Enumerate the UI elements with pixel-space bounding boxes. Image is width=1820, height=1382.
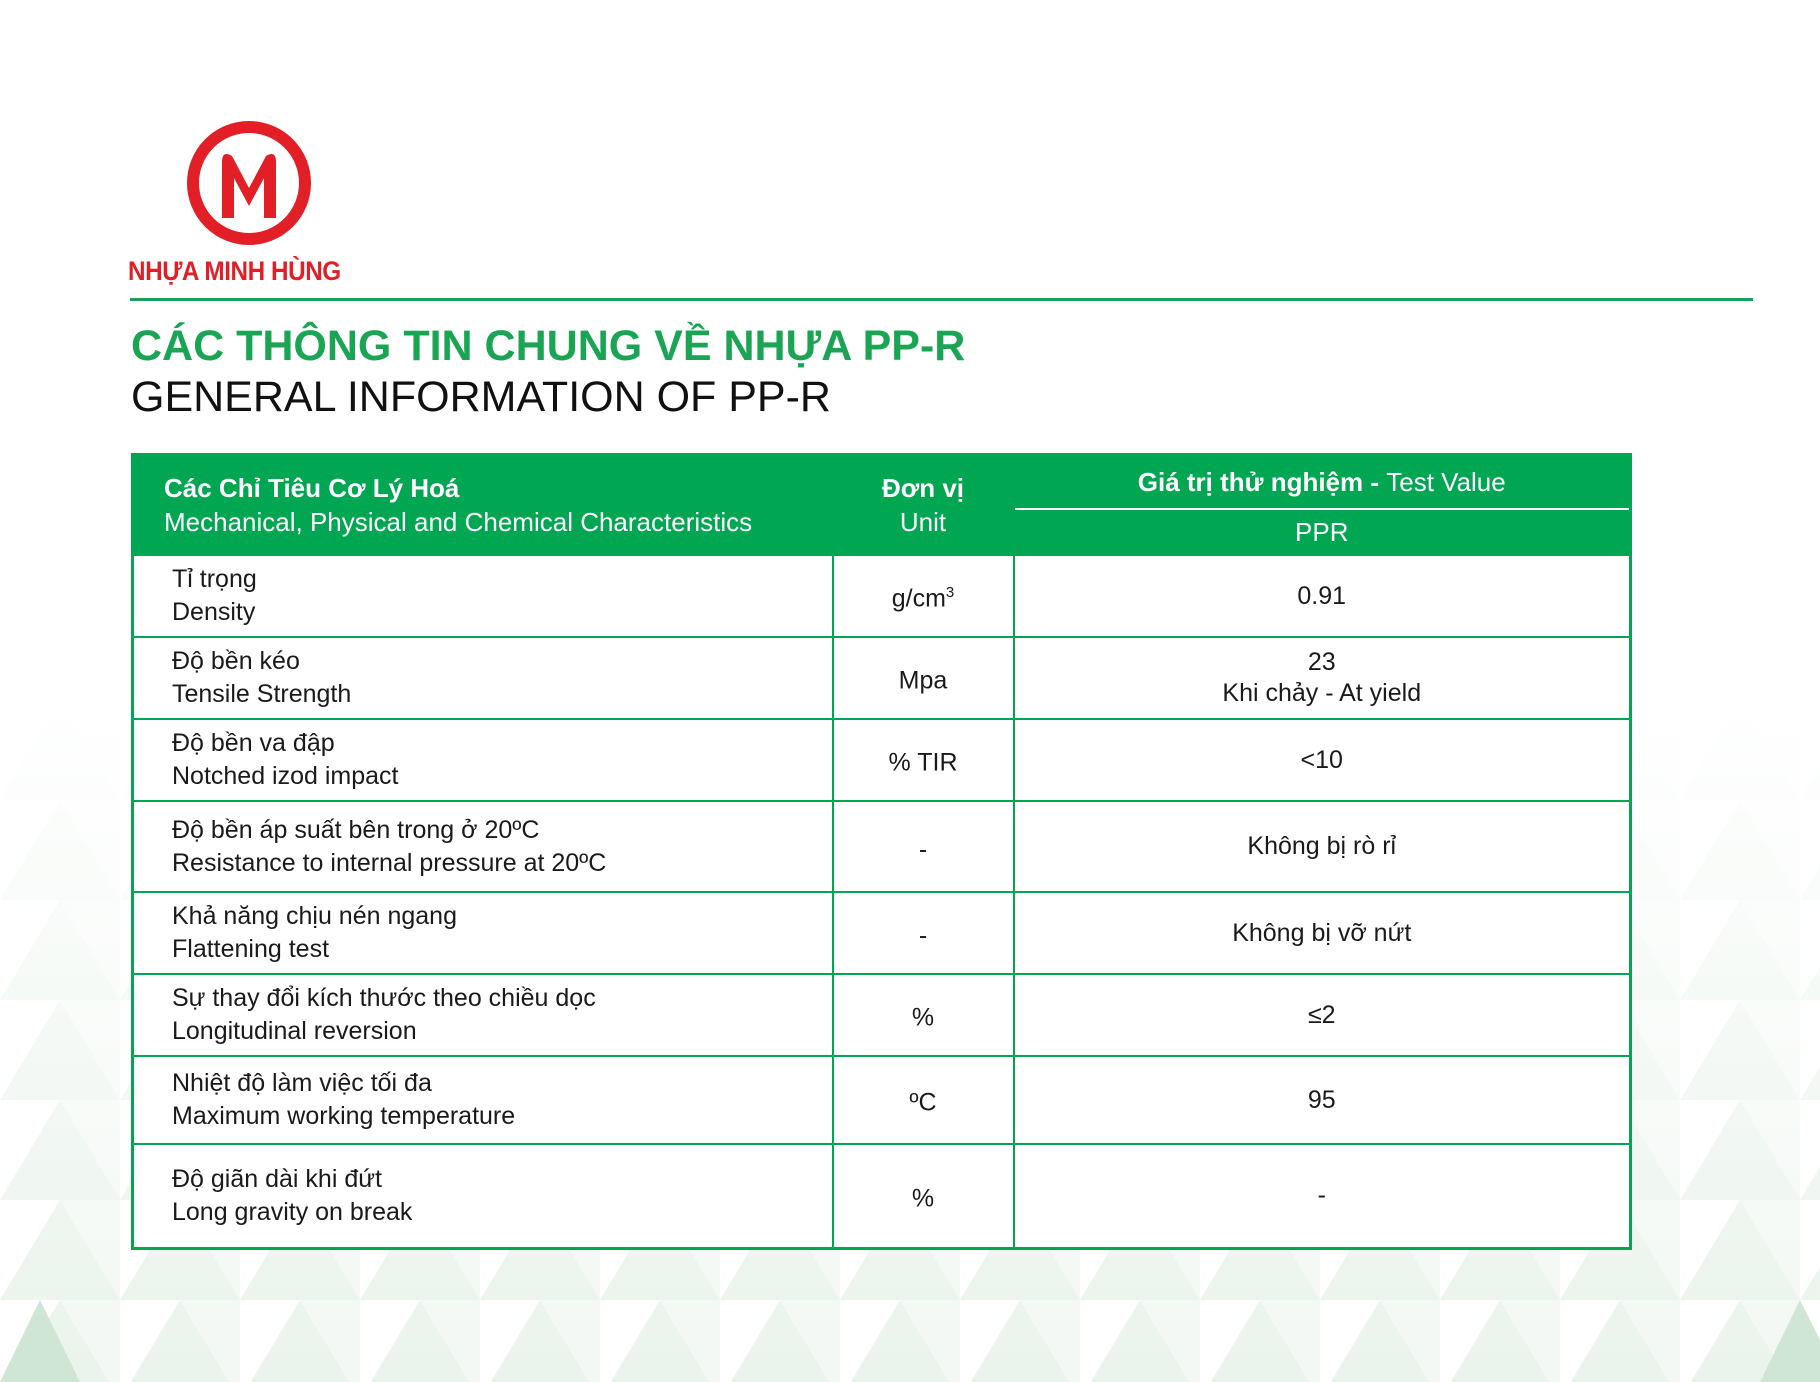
property-name: Tỉ trọng Density [133, 555, 833, 637]
table-row [133, 719, 1631, 801]
property-value: Không bị rò rỉ [1014, 801, 1631, 892]
property-value: - [1014, 1144, 1631, 1248]
property-unit: - [833, 801, 1014, 892]
property-unit: ºC [833, 1056, 1014, 1144]
page-title-vn: CÁC THÔNG TIN CHUNG VỀ NHỰA PP-R [131, 322, 966, 370]
header-material-ppr: PPR [1014, 509, 1631, 555]
brand-logo [128, 120, 378, 295]
table-header-row [133, 455, 1631, 510]
table-row [133, 1144, 1631, 1248]
property-name: Độ giãn dài khi đứt Long gravity on break [133, 1144, 833, 1248]
table-row [133, 637, 1631, 719]
minh-hung-logo-mark [186, 120, 312, 246]
property-value: 0.91 [1014, 555, 1631, 637]
property-unit: $g/cm^3$ [833, 555, 1014, 637]
property-value: <10 [1014, 719, 1631, 801]
property-value: Không bị vỡ nứt [1014, 892, 1631, 974]
property-unit: % [833, 1144, 1014, 1248]
table-row [133, 1056, 1631, 1144]
property-name: Độ bền va đập Notched izod impact [133, 719, 833, 801]
property-name: Sự thay đổi kích thước theo chiều dọc Longitudinal reversion [133, 974, 833, 1056]
property-unit: % TIR [833, 719, 1014, 801]
properties-table [131, 453, 1632, 1250]
brand-name: NHỰA MINH HÙNG [128, 256, 341, 286]
property-value: 95 [1014, 1056, 1631, 1144]
header-unit: Đơn vị Unit [833, 455, 1014, 556]
header-divider [130, 298, 1753, 301]
table-row [133, 555, 1631, 637]
property-unit: % [833, 974, 1014, 1056]
property-value: 23 Khi chảy - At yield [1014, 637, 1631, 719]
property-value: ≤2 [1014, 974, 1631, 1056]
table-row [133, 892, 1631, 974]
property-name: Độ bền kéo Tensile Strength [133, 637, 833, 719]
page-title-en: GENERAL INFORMATION OF PP-R [131, 373, 831, 421]
table-row [133, 801, 1631, 892]
property-unit: Mpa [833, 637, 1014, 719]
property-name: Khả năng chịu nén ngang Flattening test [133, 892, 833, 974]
property-unit: - [833, 892, 1014, 974]
header-characteristics: Các Chỉ Tiêu Cơ Lý Hoá Mechanical, Physical and Chemical Characteristics [133, 455, 833, 556]
property-name: Nhiệt độ làm việc tối đa Maximum working temperature [133, 1056, 833, 1144]
property-name: Độ bền áp suất bên trong ở 20ºC Resistance to internal pressure at 20ºC [133, 801, 833, 892]
table-row [133, 974, 1631, 1056]
header-test-value: Giá trị thử nghiệm - Test Value [1014, 455, 1631, 510]
